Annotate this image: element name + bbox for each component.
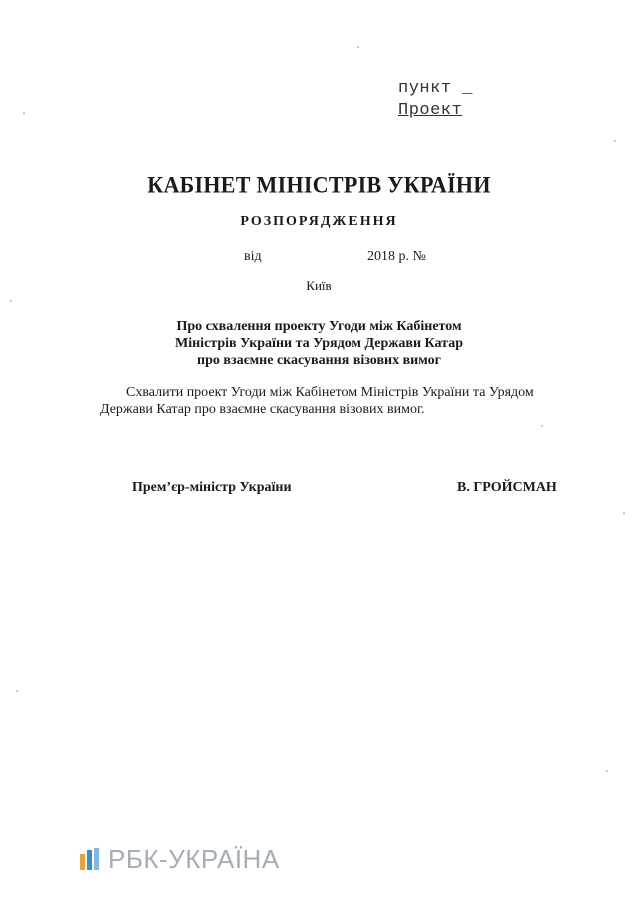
signer-name: В. ГРОЙСМАН	[457, 480, 557, 495]
heading-line: Міністрів України та Урядом Держави Катар	[175, 336, 463, 351]
scan-speck	[357, 46, 359, 48]
document-title: КАБІНЕТ МІНІСТРІВ УКРАЇНИ	[147, 171, 491, 198]
scan-speck	[16, 690, 18, 692]
stamp-line-1: пункт _	[398, 79, 473, 98]
scan-speck	[541, 425, 543, 427]
scan-speck	[10, 300, 12, 302]
body-line: Схвалити проект Угоди між Кабінетом Міністрів України та Урядом	[126, 385, 534, 400]
document-body	[100, 384, 580, 418]
stamp-line-2: Проект	[398, 101, 463, 120]
rbc-logo-icon	[80, 848, 102, 870]
document-heading	[0, 318, 638, 369]
body-line: Держави Катар про взаємне скасування візових вимог.	[100, 402, 425, 417]
document-type: РОЗПОРЯДЖЕННЯ	[240, 214, 398, 229]
city: Київ	[306, 278, 332, 293]
logo-text: РБК-УКРАЇНА	[108, 843, 280, 874]
scan-speck	[606, 770, 608, 772]
watermark-logo	[80, 842, 280, 876]
date-value: 2018 р. №	[367, 249, 426, 264]
scan-speck	[23, 112, 25, 114]
heading-line: Про схвалення проекту Угоди між Кабінетом	[176, 319, 462, 334]
date-prefix: від	[244, 249, 262, 264]
scan-speck	[623, 512, 625, 514]
date-row	[0, 249, 638, 267]
signer-position: Прем’єр-міністр України	[132, 480, 292, 495]
heading-line: про взаємне скасування візових вимог	[197, 353, 441, 368]
draft-stamp	[398, 78, 488, 122]
scan-speck	[614, 140, 616, 142]
